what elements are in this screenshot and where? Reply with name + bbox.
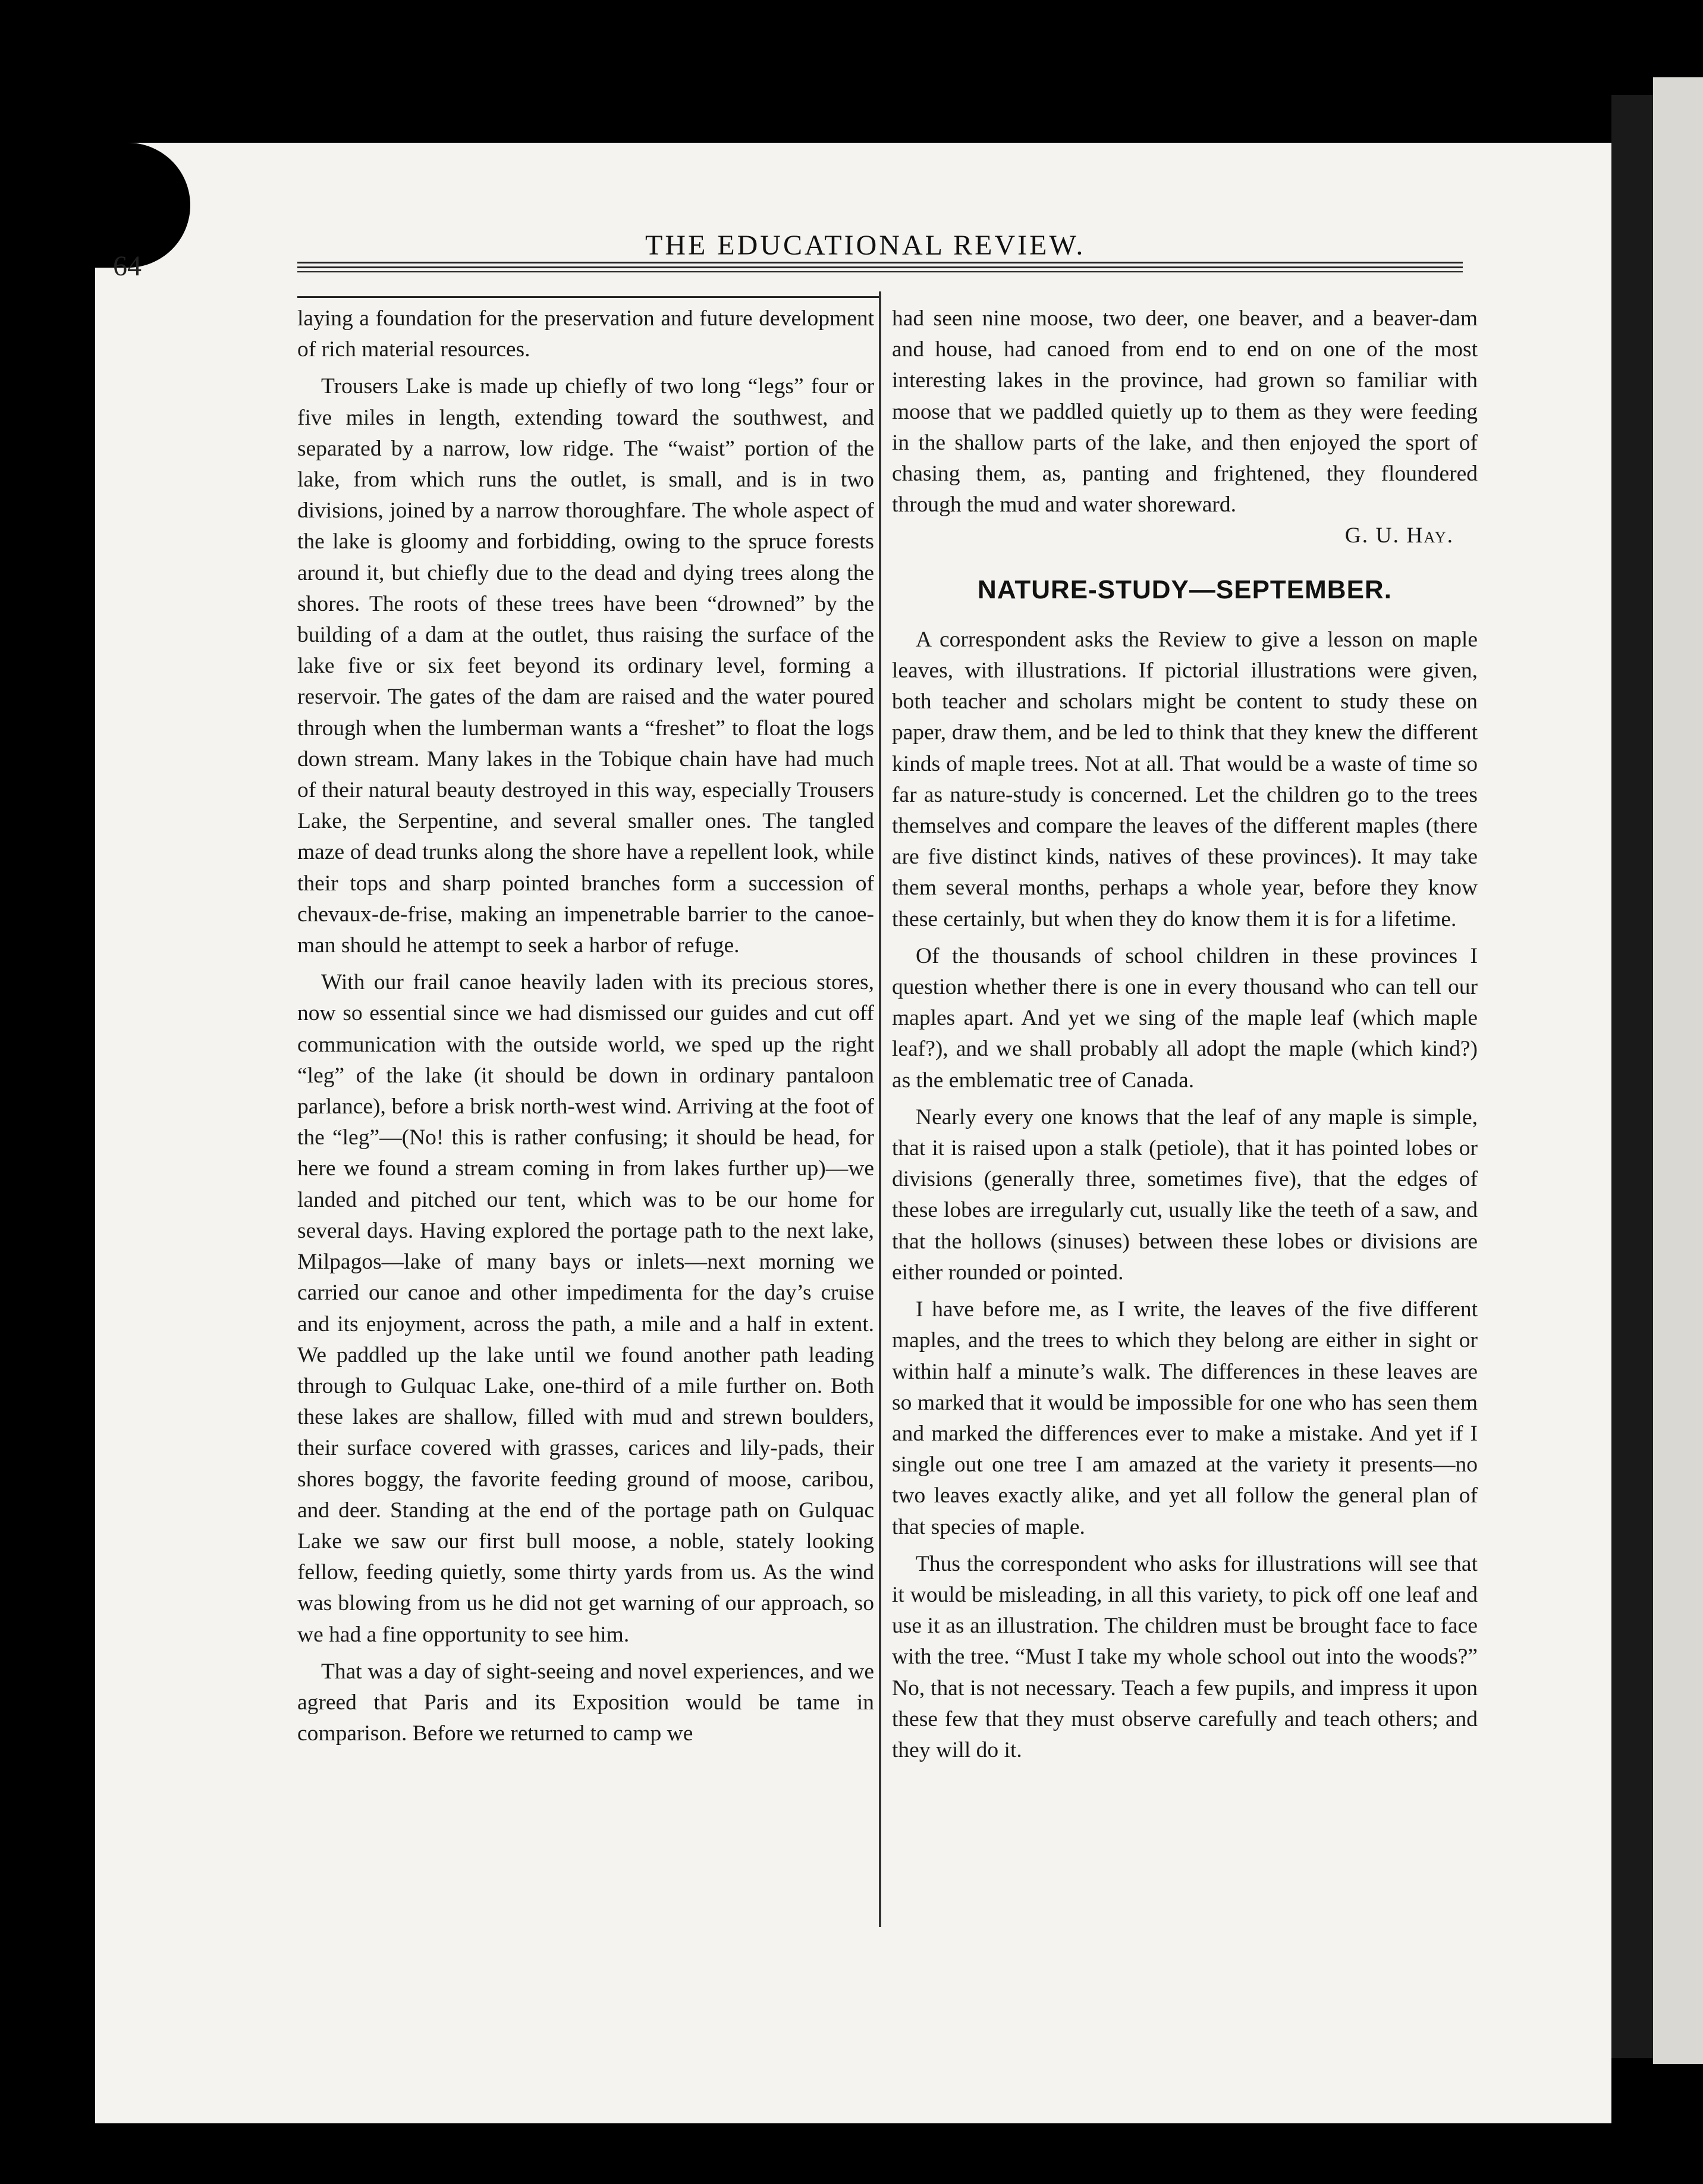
page-shadow xyxy=(1611,95,1653,2058)
paragraph: A correspondent asks the Review to give a lesson on maple leaves, with illustrations. If pictorial illustrations were given, both teacher and scholars might be content to study these on paper, draw them, and be led to think that they knew the different kinds of maple trees. Not at all. That would be a waste of time so far as nature-study is concerned. Let the children go to the trees themselves and compare the leaves of the different maples (there are five distinct kinds, natives of these provinces). It may take them several months, perhaps a whole year, before they know these certainly, but when they do know them it is for a lifetime. xyxy=(892,627,1478,931)
header-rule-bottom xyxy=(297,266,1463,268)
facing-page-edge xyxy=(1653,77,1703,2064)
journal-title: THE EDUCATIONAL REVIEW. xyxy=(645,230,1086,261)
paragraph: With our frail canoe heavily laden with its precious stores, now so essential since we had dismissed our guides and cut off communication with the outside world, we sped up the right “leg” of the lake (it should be down in ordinary pantaloon parlance), before a brisk north-west wind. Arriving at the foot of the “leg”—(No! this is rather confusing; it should be head, for here we found a stream coming in from lakes further up)—we landed and pitched our tent, which was to be our home for several days. Having explored the portage path to the next lake, Milpagos—lake of many bays or inlets—next morning we carried our canoe and other impedimenta for the day’s cruise and its enjoyment, across the path, a mile and a half in extent. We paddled up the lake until we found another path leading through to Gulquac Lake, one-third of a mile further on. Both these lakes are shallow, filled with mud and strewn boulders, their surface covered with grasses, carices and lily-pads, their shores boggy, the favorite feeding ground of moose, caribou, and deer. Standing at the end of the portage path on Gulquac Lake we saw our first bull moose, a noble, stately looking fellow, feeding quietly, some thirty yards from us. As the wind was blowing from us he did not get warning of our approach, so we had a fine opportunity to see him. xyxy=(297,970,874,1647)
page-number: 64 xyxy=(113,250,142,282)
paragraph: laying a foundation for the preservation and future development of rich material resources. xyxy=(297,306,874,362)
header-rule-extra xyxy=(297,271,1463,272)
signature-line xyxy=(892,520,1478,551)
paragraph: That was a day of sight-seeing and novel experiences, and we agreed that Paris and its Exposition would be tame in comparison. Before we returned to camp we xyxy=(297,1659,874,1746)
right-column xyxy=(892,303,1478,1766)
header-rule-top xyxy=(297,262,1463,263)
left-column xyxy=(297,303,874,1749)
paragraph: Nearly every one knows that the leaf of any maple is simple, that it is raised upon a stalk (petiole), that it has pointed lobes or divisions (generally three, sometimes five), that the edges of these lobes are irregularly cut, usually like the teeth of a saw, and that the hollows (sinuses) between these lobes or divisions are either rounded or pointed. xyxy=(892,1104,1478,1285)
continuation-paragraph: had seen nine moose, two deer, one beaver, and a beaver-dam and house, had canoed from end to end on one of the most interesting lakes in the province, had grown so familiar with moose that we paddled quietly up to them as they were feeding in the shallow parts of the lake, and then enjoyed the sport of chasing them, as, panting and frightened, they floundered through the mud and water shoreward. xyxy=(892,306,1478,517)
section-heading: NATURE-STUDY—SEPTEMBER. xyxy=(978,575,1392,604)
column-head-rule xyxy=(297,296,880,298)
paragraph: I have before me, as I write, the leaves of the five different maples, and the trees to which they belong are either in sight or within half a minute’s walk. The differences in these leaves are so marked that it would be impossible for one who has seen them and marked the differences ever to make a mistake. And yet if I single out one tree I am amazed at the variety it presents—no two leaves exactly alike, and yet all follow the general plan of that species of maple. xyxy=(892,1297,1478,1539)
author-signature: G. U. Hay. xyxy=(1344,523,1454,548)
paragraph: Thus the correspondent who asks for illustrations will see that it would be misleading, in all this variety, to pick off one leaf and use it as an illustration. The children must be brought face to face with the tree. “Must I take my whole school out into the woods?” No, that is not necessary. Teach a few pupils, and impress it upon these few that they must observe carefully and teach others; and they will do it. xyxy=(892,1551,1478,1762)
column-divider xyxy=(879,291,881,1927)
paragraph: Trousers Lake is made up chiefly of two long “legs” four or five miles in length, extending toward the southwest, and separated by a narrow, low ridge. The “waist” portion of the lake, from which runs the outlet, is small, and is in two divisions, joined by a narrow thoroughfare. The whole aspect of the lake is gloomy and forbidding, owing to the spruce forests around it, but chiefly due to the dead and dying trees along the shores. The roots of these trees have been “drowned” by the building of a dam at the outlet, thus raising the surface of the lake five or six feet beyond its ordinary level, forming a reservoir. The gates of the dam are raised and the water poured through when the lumberman wants a “freshet” to float the logs down stream. Many lakes in the Tobique chain have had much of their natural beauty destroyed in this way, especially Trousers Lake, the Serpentine, and several smaller ones. The tangled maze of dead trunks along the shore have a repellent look, while their tops and sharp pointed branches form a succession of chevaux-de-frise, making an impenetrable barrier to the canoe-man should he attempt to seek a harbor of refuge. xyxy=(297,374,874,958)
paragraph: Of the thousands of school children in these provinces I question whether there is one in every thousand who can tell our maples apart. And yet we sing of the maple leaf (which maple leaf?), and we shall probably all adopt the maple (which kind?) as the emblematic tree of Canada. xyxy=(892,943,1478,1093)
